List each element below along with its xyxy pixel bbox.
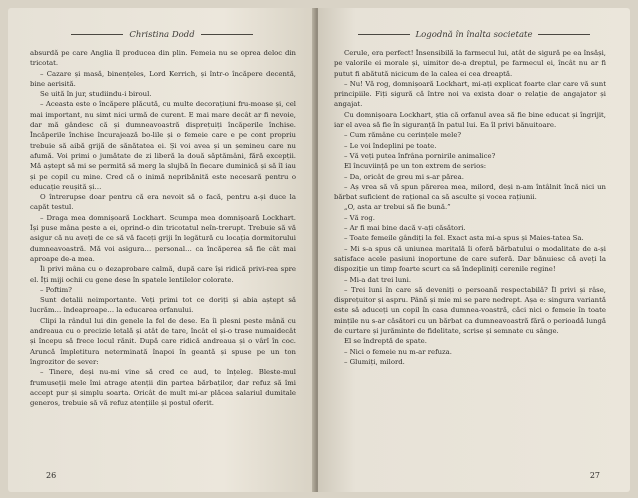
- paragraph: – Nici o femeie nu m-ar refuza.: [344, 347, 452, 356]
- paragraph: – Ar fi mai bine dacă v-ați căsători.: [344, 224, 466, 233]
- paragraph: – Mi-a dat trei luni.: [344, 275, 412, 284]
- paragraph: – Cum rămâne cu cerințele mele?: [344, 131, 462, 140]
- running-head-author: Christina Dodd: [8, 30, 316, 40]
- page-number-right: 27: [589, 471, 600, 480]
- page-number-left: 26: [46, 471, 57, 480]
- left-page-text: [30, 48, 296, 408]
- paragraph: – Le voi îndeplini pe toate.: [344, 141, 437, 150]
- paragraph: – Toate femeile gândiți la fel. Exact asta mi-a spus și Maies-tatea Sa.: [344, 234, 584, 243]
- paragraph: „O, asta ar trebui să fie bună.”: [344, 203, 451, 212]
- paragraph: Cu domnișoara Lockhart, știa că orfanul avea să fie bine educat și îngrijit, iar el avea să fie în siguranță în patul lui. Ea îl privi bănuitoare.: [334, 110, 606, 130]
- left-page: [8, 8, 316, 492]
- paragraph: Îi privi mâna cu o dezaprobare calmă, după care își ridică privi-rea spre el. Îți miji ochii cu gene dese în spatele lentilelor colorate.: [30, 265, 296, 284]
- paragraph: Clipi la rândul lui din genele la fel de dese. Ea îi plesni peste mână cu andreaua cu o precizie letală și atât de tare, încât el și-o trase numaidecât și începu să frece locul rănit. După care ridică andreaua și o vârî în coc. Aruncă împletitura neterminată înapoi în geantă și spuse pe un ton îngrozitor de sever:: [30, 316, 296, 366]
- paragraph: – Poftim?: [40, 285, 72, 294]
- paragraph: El se îndreptă de spate.: [344, 337, 427, 346]
- running-head-title: Logodnă în înalta societate: [318, 30, 630, 40]
- paragraph: Se uită în jur, studiindu-i biroul.: [40, 90, 152, 99]
- paragraph: – Aș vrea să vă spun părerea mea, milord, deși n-am întâlnit încă nici un bărbat suficient de rațional ca să asculte și vocea rațiunii.: [334, 182, 606, 202]
- right-page: [318, 8, 630, 492]
- paragraph: – Da, oricât de greu mi s-ar părea.: [344, 172, 464, 181]
- paragraph: Cerule, era perfect! Însensibilă la farmecul lui, atât de sigură pe ea însăși, pe valorile ei morale și, uimitor de-a dreptul, pe farmecul ei, încât nu ar fi putut fi abătută nicicum de la calea ei cea dreaptă.: [334, 49, 606, 78]
- paragraph: – Glumiți, milord.: [344, 357, 405, 366]
- paragraph: – Tinere, deși nu-mi vine să cred ce aud, te înțeleg. Bleste-mul frumuseții mele îmi atrage atenții din partea bărbaților, dar refuz să îmi accept pur și simplu soarta. Oricât de mult mi-ar plăcea salariul dumitale generos, trebuie să vă refuz atențiile și postul oferit.: [30, 368, 296, 408]
- paragraph: – Mi s-a spus că uniunea maritală îi oferă bărbatului o modalitate de a-și satisface acele pasiuni inoportune de care suferă. Dar bănuiesc că aveți la dispoziție un timp foarte scurt ca să îndepliniți cerenile regine!: [334, 244, 606, 274]
- paragraph: Sunt detalii neimportante. Veți primi tot ce doriți și abia aștept să lucrăm… îndeaproape… la educarea orfanului.: [30, 296, 296, 315]
- paragraph: – Draga mea domnișoară Lockhart. Scumpa mea domnișoară Lockhart. Își puse mâna peste a ei, oprind-o din tricotatul neîn-trerupt. Trebuie să vă asigur că nu aveți de ce să vă faceți griji în legătură cu locația dormitorului dumneavoastră. Mă voi asigura… personal… ca încăperea să fie cât mai aproape de-a mea.: [30, 213, 296, 263]
- paragraph: O întrerupse doar pentru că era nevoit să o facă, pentru a-și duce la capăt testul.: [30, 193, 296, 212]
- paragraph: – Trei luni în care să deveniți o persoană respectabilă? Îl privi și râse, disprețuitor și aspru. Până și mie mi se pare nedrept. Așa e: singura variantă este să aduceți un copil în casa dumnea-voastră, căci nici o femeie în toate mințile nu s-ar căsători cu un bărbat ca dumneavoastră fără o perioadă lungă de curtare și jurăminte de fidelitate, scrise și semnate cu sânge.: [334, 285, 606, 336]
- right-page-text: [334, 48, 606, 367]
- paragraph: – Cazare și masă, binențeles, Lord Kerrich, și într-o încăpere decentă, bine aerisită.: [30, 69, 296, 88]
- paragraph: – Vă veți putea înfrâna pornirile animalice?: [344, 151, 496, 160]
- paragraph: – Nu! Vă rog, domnișoară Lockhart, mi-ați explicat foarte clar care vă sunt principiile. Fiți sigură că între noi va exista doar o relație de angajator și angajat.: [334, 79, 606, 109]
- paragraph: absurdă pe care Anglia îl producea din plin. Femeia nu se oprea deloc din tricotat.: [30, 49, 296, 68]
- paragraph: – Aceasta este o încăpere plăcută, cu multe decorațiuni fru-moase și, cel mai important, nu simt nici urmă de curent. E mai mare decât ar fi nevoie, dar mă gândesc că și dumneavoastră disprețuiți încăperile închise. Încăperile închise încurajează bo-lile și o femeie care e pe cont propriu trebuie să aibă grijă de sănătatea ei. Și voi avea și un șemineu care nu afumă. Voi primi o jumătate de zi liberă la două săptămâni, fără excepții. Mă aștept să mi se permită să merg la slujbă în fiecare duminică și să îl iau și pe copil cu mine. Cred că o inimă nepribănită este necesară pentru o educație reușită și…: [30, 100, 296, 191]
- paragraph: – Vă rog.: [344, 213, 375, 222]
- paragraph: El încuviință pe un ton extrem de serios:: [344, 162, 487, 171]
